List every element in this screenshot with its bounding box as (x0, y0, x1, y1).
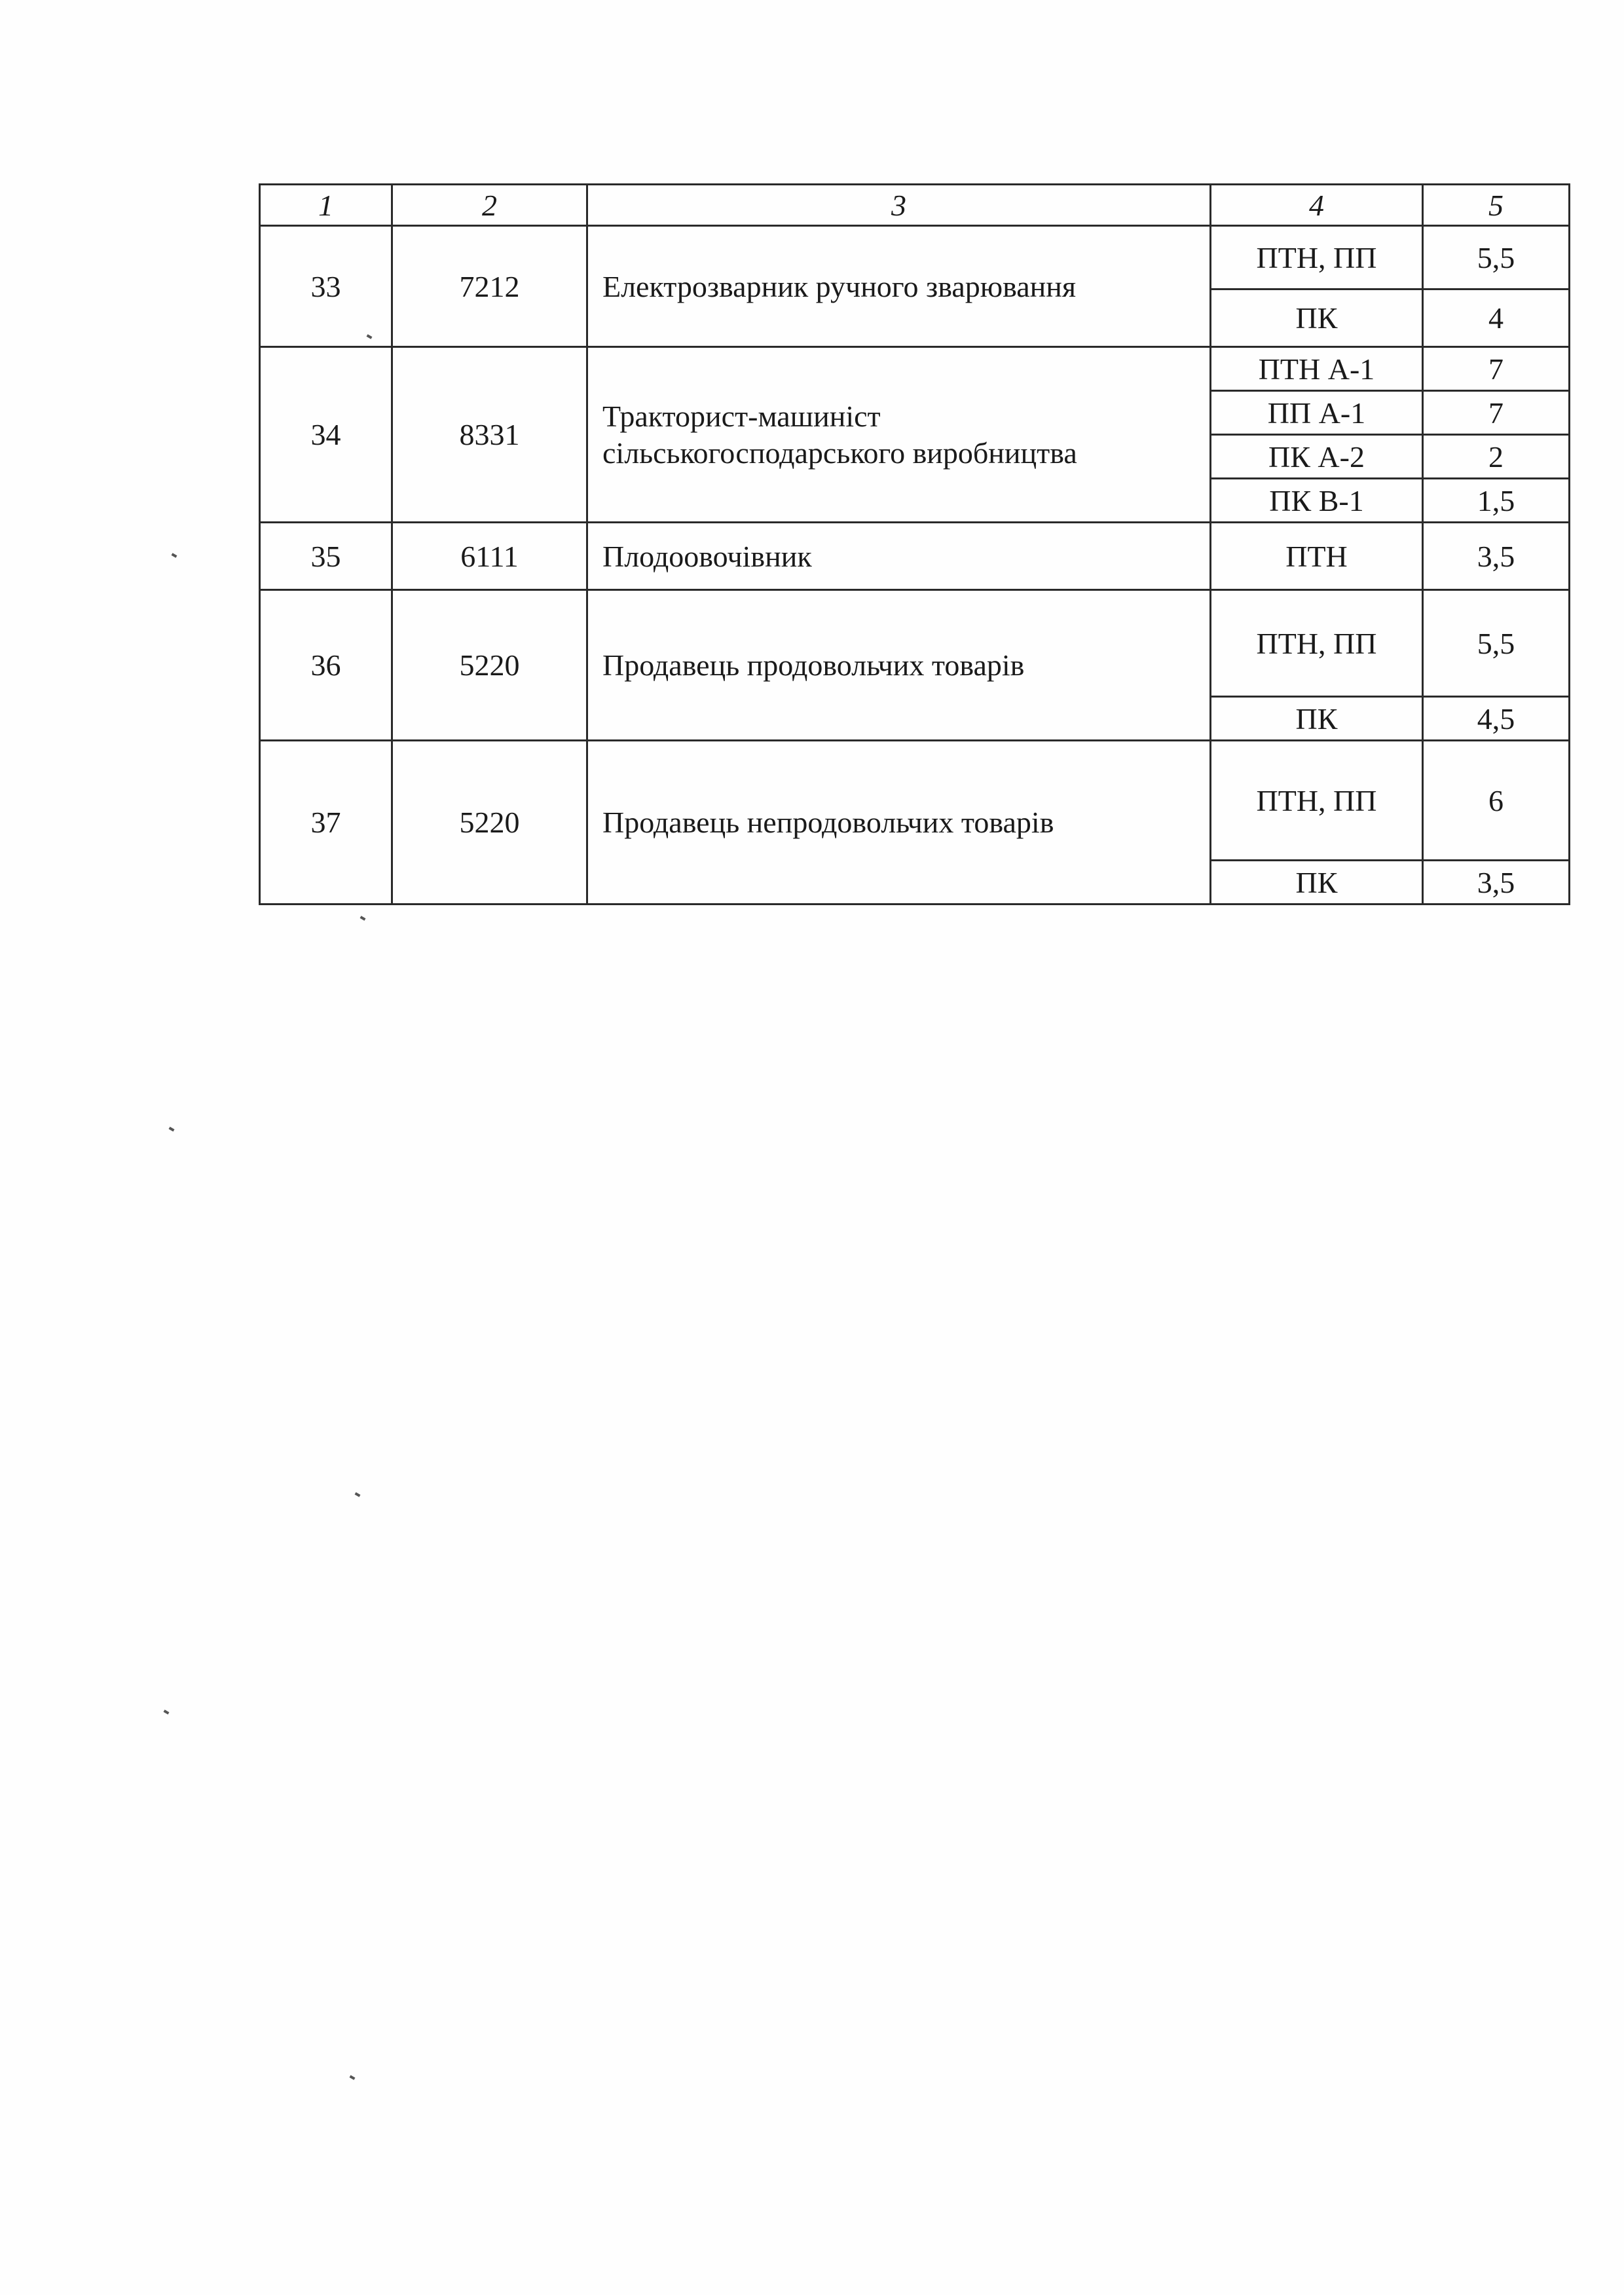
scan-speck (164, 1709, 170, 1714)
profession-name (587, 226, 1211, 347)
profession-name (587, 347, 1211, 523)
qualification-category: ПК (1211, 697, 1423, 741)
profession-name-line: сільськогосподарського виробництва (602, 436, 1077, 470)
table-row (260, 523, 1570, 590)
qualification-value: 4 (1423, 289, 1570, 347)
header-col-3: 3 (587, 185, 1211, 226)
profession-name-line: Продавець продовольчих товарів (602, 648, 1025, 682)
profession-name-line: Плодоовочівник (602, 539, 812, 573)
qualification-category: ПК (1211, 861, 1423, 905)
row-number: 35 (260, 523, 392, 590)
scan-speck (169, 1127, 175, 1131)
header-col-5: 5 (1423, 185, 1570, 226)
header-col-2: 2 (392, 185, 587, 226)
profession-code: 8331 (392, 347, 587, 523)
table-row (260, 590, 1570, 697)
profession-code: 5220 (392, 590, 587, 741)
qualification-value: 5,5 (1423, 590, 1570, 697)
qualification-value: 3,5 (1423, 861, 1570, 905)
profession-name (587, 590, 1211, 741)
header-row (260, 185, 1570, 226)
header-col-4: 4 (1211, 185, 1423, 226)
scan-speck (360, 916, 366, 920)
qualification-value: 6 (1423, 741, 1570, 861)
profession-name (587, 523, 1211, 590)
table-row (260, 226, 1570, 289)
qualification-category: ПП А-1 (1211, 391, 1423, 435)
qualification-category: ПТН А-1 (1211, 347, 1423, 391)
profession-code: 5220 (392, 741, 587, 905)
qualification-category: ПТН (1211, 523, 1423, 590)
qualification-category: ПТН, ПП (1211, 590, 1423, 697)
qualification-value: 7 (1423, 347, 1570, 391)
qualification-category: ПК А-2 (1211, 435, 1423, 479)
qualification-category: ПК В-1 (1211, 479, 1423, 523)
profession-code: 7212 (392, 226, 587, 347)
qualification-value: 3,5 (1423, 523, 1570, 590)
profession-name-line: Електрозварник ручного зварювання (602, 269, 1077, 303)
profession-name-line: Тракторист-машиніст (602, 400, 881, 434)
table-row (260, 741, 1570, 861)
qualification-value: 2 (1423, 435, 1570, 479)
qualification-value: 5,5 (1423, 226, 1570, 289)
row-number: 36 (260, 590, 392, 741)
row-number: 33 (260, 226, 392, 347)
scan-speck (355, 1492, 361, 1497)
scan-speck (350, 2075, 356, 2080)
profession-table (259, 183, 1570, 905)
scan-speck (172, 553, 177, 557)
profession-name-line: Продавець непродовольчих товарів (602, 806, 1054, 839)
table-row (260, 347, 1570, 391)
profession-code: 6111 (392, 523, 587, 590)
qualification-category: ПК (1211, 289, 1423, 347)
qualification-category: ПТН, ПП (1211, 226, 1423, 289)
qualification-value: 7 (1423, 391, 1570, 435)
row-number: 37 (260, 741, 392, 905)
profession-name (587, 741, 1211, 905)
row-number: 34 (260, 347, 392, 523)
header-col-1: 1 (260, 185, 392, 226)
qualification-value: 4,5 (1423, 697, 1570, 741)
qualification-value: 1,5 (1423, 479, 1570, 523)
qualification-category: ПТН, ПП (1211, 741, 1423, 861)
